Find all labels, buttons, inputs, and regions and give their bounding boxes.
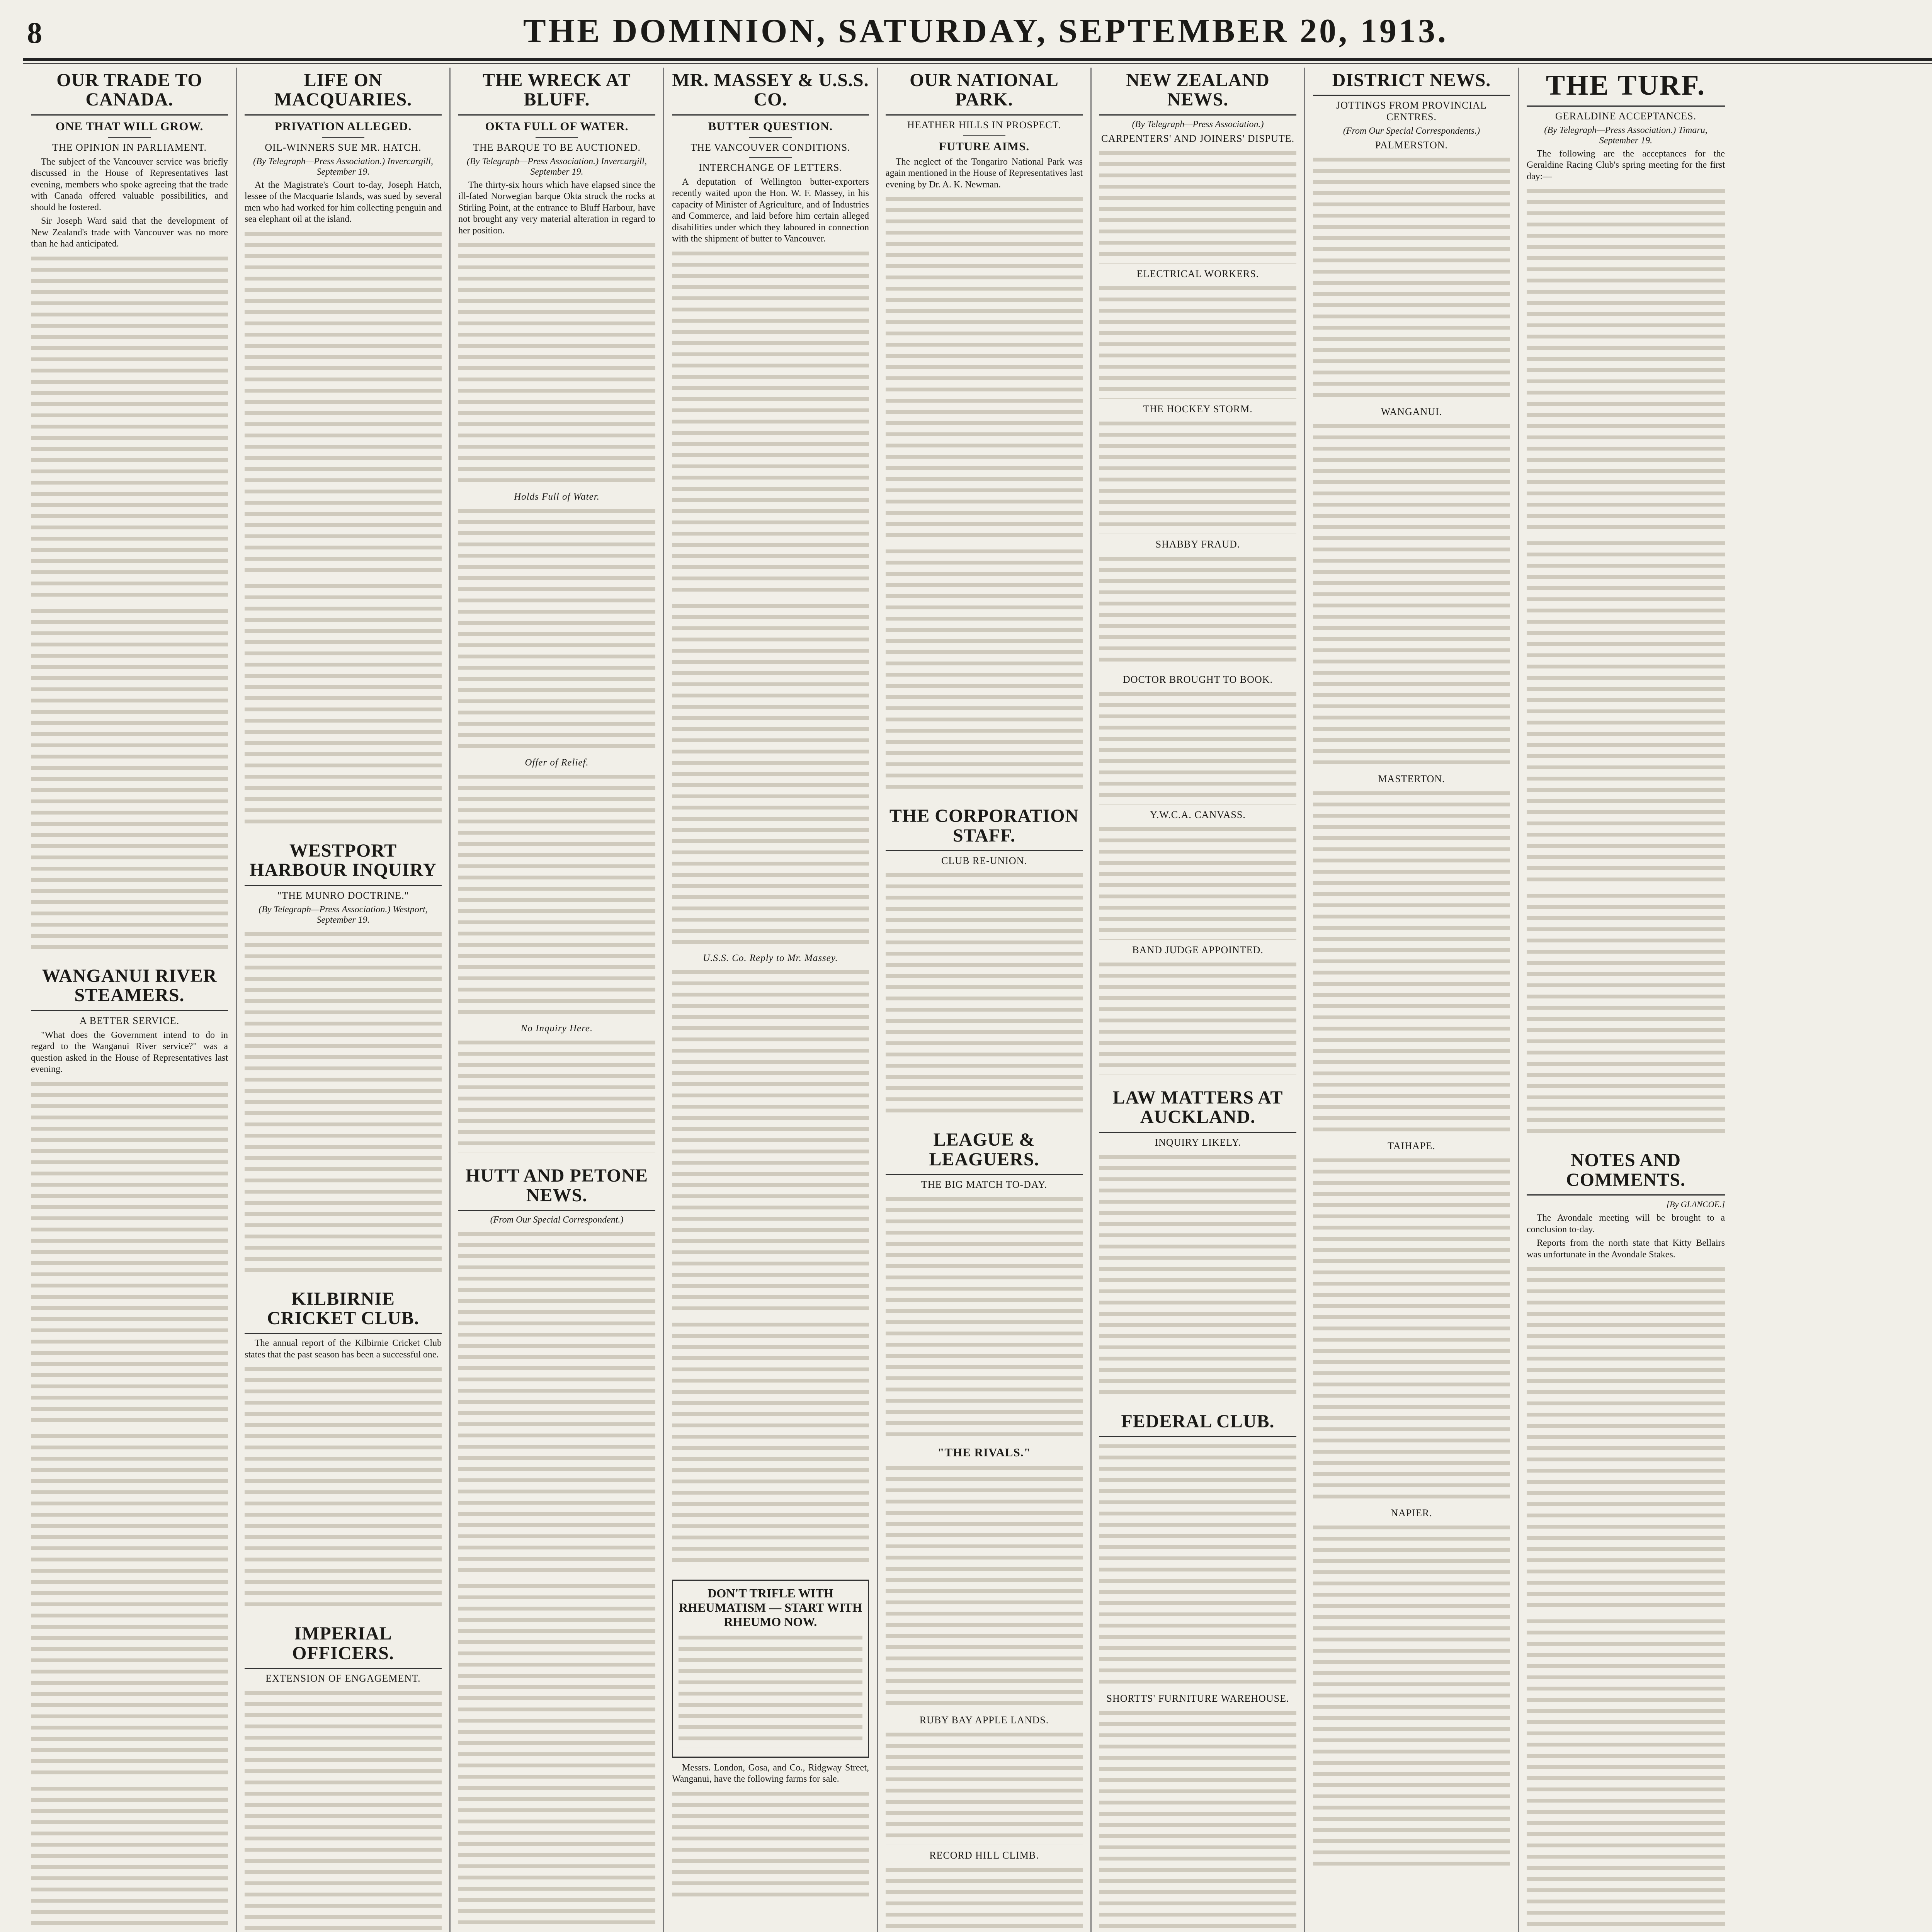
headline: DISTRICT NEWS. <box>1313 71 1510 96</box>
article-text-block <box>1099 1441 1296 1688</box>
subheadline: GERALDINE ACCEPTANCES. <box>1555 110 1697 122</box>
article-paragraph: Reports from the north state that Kitty Bellairs was unfortunate in the Avondale Stakes. <box>1527 1238 1725 1260</box>
article-text-block <box>886 546 1083 793</box>
article-massey-uss <box>672 71 869 1566</box>
subheadline: EXTENSION OF ENGAGEMENT. <box>265 1673 421 1684</box>
subheadline: INTERCHANGE OF LETTERS. <box>699 162 842 173</box>
article-westport-inquiry <box>245 841 442 1276</box>
article-text-block <box>886 1194 1083 1441</box>
column-4 <box>664 68 878 1932</box>
article-paragraph: A deputation of Wellington butter-exporters recently waited upon the Hon. W. F. Massey, in his capacity of Minister of Agriculture, and of Industries and Commerce, and laid before him certain alleged disabilities under which they laboured in connection with the shipment of butter to Vancouver. <box>672 177 869 244</box>
article-text-block <box>886 1729 1083 1845</box>
article-text-block <box>458 1228 655 1576</box>
subheadline: FUTURE AIMS. <box>939 139 1030 153</box>
subheadline: OIL-WINNERS SUE MR. HATCH. <box>265 141 422 153</box>
subheadline: U.S.S. Co. Reply to Mr. Massey. <box>703 952 838 963</box>
article-text-block <box>1313 1155 1510 1503</box>
headline: NOTES AND COMMENTS. <box>1527 1151 1725 1196</box>
subheadline: ELECTRICAL WORKERS. <box>1136 268 1259 279</box>
masthead: THE DOMINION, SATURDAY, SEPTEMBER 20, 1913. <box>523 12 1448 50</box>
article-turf <box>1527 71 1725 1138</box>
article-notes-comments <box>1527 1151 1725 1932</box>
dateline: (By Telegraph—Press Association.) Invercargill, September 19. <box>467 156 647 177</box>
article-text-block <box>1527 890 1725 1138</box>
headline: LEAGUE & LEAGUERS. <box>886 1130 1083 1175</box>
column-1 <box>23 68 237 1932</box>
advertisement-text-block <box>672 1788 869 1904</box>
subheadline: THE HOCKEY STORM. <box>1143 403 1253 415</box>
article-text-block <box>886 194 1083 541</box>
article-imperial-officers <box>245 1624 442 1932</box>
subheadline: CARPENTERS' AND JOINERS' DISPUTE. <box>1101 133 1295 144</box>
subheadline: INQUIRY LIKELY. <box>1155 1136 1241 1148</box>
headline: KILBIRNIE CRICKET CLUB. <box>245 1289 442 1334</box>
column-6 <box>1092 68 1305 1932</box>
advertisement-text-block <box>679 1632 862 1748</box>
article-kilbirnie-cricket <box>245 1289 442 1611</box>
article-wreck-bluff <box>458 71 655 1153</box>
subheadline: RECORD HILL CLIMB. <box>929 1849 1039 1861</box>
headline: LAW MATTERS AT AUCKLAND. <box>1099 1088 1296 1133</box>
article-text-block <box>31 1783 228 1932</box>
article-national-park <box>886 71 1083 793</box>
article-paragraph: The thirty-six hours which have elapsed since the ill-fated Norwegian barque Okta struck the rocks at Stirling Point, at the entrance to Bluff Harbour, have not brought any very material alteration in regard to her position. <box>458 180 655 236</box>
divider <box>749 137 792 138</box>
article-text-block <box>886 870 1083 1117</box>
headline: WESTPORT HARBOUR INQUIRY <box>245 841 442 886</box>
article-text-block <box>245 929 442 1276</box>
article-text-block <box>1099 148 1296 264</box>
article-text-block <box>31 253 228 601</box>
advertisement-title: DON'T TRIFLE WITH RHEUMATISM — START WITH RHEUMO NOW. <box>679 1586 862 1629</box>
subheadline: NAPIER. <box>1391 1507 1432 1519</box>
article-corporation-staff <box>886 806 1083 1117</box>
article-paragraph: The annual report of the Kilbirnie Cricket Club states that the past season has been a successful one. <box>245 1338 442 1360</box>
article-text-block <box>672 1319 869 1566</box>
headline: MR. MASSEY & U.S.S. CO. <box>672 71 869 116</box>
article-text-block <box>1099 553 1296 669</box>
advertisement-rheumo <box>672 1580 869 1758</box>
article-text-block <box>1527 185 1725 533</box>
article-text-block <box>31 1431 228 1779</box>
article-text-block <box>886 1864 1083 1932</box>
article-text-block <box>1099 283 1296 399</box>
divider <box>963 135 1005 136</box>
subheadline: MASTERTON. <box>1378 773 1445 785</box>
advertisement-text: Messrs. London, Gosa, and Co., Ridgway Street, Wanganui, have the following farms for sale. <box>672 1762 869 1784</box>
subheadline: "THE MUNRO DOCTRINE." <box>277 889 409 901</box>
newspaper-columns <box>23 68 1932 1932</box>
headline: OUR NATIONAL PARK. <box>886 71 1083 116</box>
column-5 <box>878 68 1092 1932</box>
column-7 <box>1305 68 1519 1932</box>
dateline: (From Our Special Correspondents.) <box>1343 126 1480 136</box>
headline: THE TURF. <box>1527 71 1725 107</box>
subheadline: PALMERSTON. <box>1375 139 1448 151</box>
divider <box>536 137 578 138</box>
headline: NEW ZEALAND NEWS. <box>1099 71 1296 116</box>
article-text-block <box>1313 154 1510 401</box>
subheadline: THE BARQUE TO BE AUCTIONED. <box>473 141 641 153</box>
article-text-block <box>1099 1708 1296 1932</box>
dateline: (From Our Special Correspondent.) <box>490 1215 624 1225</box>
article-text-block <box>1313 1522 1510 1870</box>
subheadline: THE OPINION IN PARLIAMENT. <box>52 141 207 153</box>
headline: THE CORPORATION STAFF. <box>886 806 1083 851</box>
article-text-block <box>1313 788 1510 1136</box>
subheadline: SHORTTS' FURNITURE WAREHOUSE. <box>1106 1692 1289 1704</box>
column-2 <box>237 68 451 1932</box>
article-text-block <box>886 1463 1083 1710</box>
article-nz-news <box>1099 71 1296 1075</box>
headline: OUR TRADE TO CANADA. <box>31 71 228 116</box>
column-8 <box>1519 68 1733 1932</box>
article-district-news <box>1313 71 1510 1870</box>
article-wanganui-steamers <box>31 966 228 1932</box>
article-text-block <box>245 1687 442 1932</box>
article-text-block <box>458 505 655 753</box>
article-text-block <box>458 1037 655 1153</box>
article-paragraph: At the Magistrate's Court to-day, Joseph Hatch, lessee of the Macquarie Islands, was sued by several men who had worked for him collecting penguin and sea elephant oil at the island. <box>245 180 442 224</box>
article-league <box>886 1130 1083 1932</box>
advertisement-farms <box>672 1762 869 1904</box>
article-text-block <box>1099 1151 1296 1399</box>
headline: WANGANUI RIVER STEAMERS. <box>31 966 228 1011</box>
article-text-block <box>458 1581 655 1929</box>
article-macquaries <box>245 71 442 828</box>
dateline: (By Telegraph—Press Association.) Timaru, September 19. <box>1544 125 1708 146</box>
subheadline: THE BIG MATCH TO-DAY. <box>921 1179 1048 1190</box>
article-text-block <box>1099 689 1296 804</box>
article-text-block <box>672 248 869 596</box>
article-paragraph: The Avondale meeting will be brought to a conclusion to-day. <box>1527 1213 1725 1235</box>
article-hutt-petone <box>458 1166 655 1929</box>
subheadline: JOTTINGS FROM PROVINCIAL CENTRES. <box>1336 100 1487 123</box>
subheadline: BUTTER QUESTION. <box>708 119 833 133</box>
article-text-block <box>31 1078 228 1426</box>
page-number: 8 <box>27 16 42 49</box>
article-text-block <box>1527 1616 1725 1932</box>
subheadline: DOCTOR BROUGHT TO BOOK. <box>1122 673 1273 685</box>
dateline: (By Telegraph—Press Association.) Invercargill, September 19. <box>253 156 433 177</box>
subheadline: "THE RIVALS." <box>937 1445 1031 1459</box>
article-text-block <box>1313 421 1510 769</box>
article-text-block <box>1527 538 1725 886</box>
article-paragraph: "What does the Government intend to do in regard to the Wanganui River service?" was a question asked in the House of Representatives last evening. <box>31 1030 228 1075</box>
headline: LIFE ON MACQUARIES. <box>245 71 442 116</box>
byline: [By GLANCOE.] <box>1666 1199 1725 1209</box>
subheadline: THE VANCOUVER CONDITIONS. <box>690 141 850 153</box>
divider <box>322 137 364 138</box>
column-3 <box>451 68 664 1932</box>
subheadline: BAND JUDGE APPOINTED. <box>1132 944 1264 956</box>
divider <box>108 137 151 138</box>
article-text-block <box>1099 959 1296 1075</box>
dateline: (By Telegraph—Press Association.) Westport, September 19. <box>259 904 428 925</box>
subheadline: TAIHAPE. <box>1388 1140 1435 1152</box>
article-paragraph: Sir Joseph Ward said that the development of New Zealand's trade with Vancouver was no more than he had anticipated. <box>31 216 228 249</box>
subheadline: WANGANUI. <box>1381 406 1442 418</box>
article-law-auckland <box>1099 1088 1296 1399</box>
article-text-block <box>1527 1264 1725 1611</box>
article-text-block <box>1099 418 1296 534</box>
article-paragraph: The subject of the Vancouver service was briefly discussed in the House of Representatives last evening, members who spoke agreeing that the trade with Canada offered valuable possibilities, and should be fostered. <box>31 156 228 213</box>
article-paragraph: The following are the acceptances for the Geraldine Racing Club's spring meeting for the first day:— <box>1527 148 1725 182</box>
subheadline: RUBY BAY APPLE LANDS. <box>919 1714 1049 1726</box>
article-text-block <box>458 771 655 1019</box>
subheadline: Holds Full of Water. <box>514 492 600 502</box>
divider <box>749 157 792 158</box>
subheadline: No Inquiry Here. <box>520 1023 593 1034</box>
dateline: (By Telegraph—Press Association.) <box>1132 119 1264 129</box>
headline: FEDERAL CLUB. <box>1099 1412 1296 1437</box>
masthead-rule <box>23 58 1932 64</box>
headline: HUTT AND PETONE NEWS. <box>458 1166 655 1211</box>
headline: THE WRECK AT BLUFF. <box>458 71 655 116</box>
subheadline: Y.W.C.A. CANVASS. <box>1150 809 1246 820</box>
article-text-block <box>245 228 442 576</box>
article-text-block <box>672 600 869 948</box>
article-text-block <box>1099 824 1296 940</box>
subheadline: HEATHER HILLS IN PROSPECT. <box>907 119 1061 131</box>
article-text-block <box>245 1364 442 1611</box>
headline: IMPERIAL OFFICERS. <box>245 1624 442 1669</box>
article-text-block <box>245 581 442 828</box>
subheadline: CLUB RE-UNION. <box>941 855 1027 867</box>
subheadline: A BETTER SERVICE. <box>79 1015 180 1026</box>
subheadline: PRIVATION ALLEGED. <box>274 119 412 133</box>
article-trade-canada <box>31 71 228 953</box>
subheadline: Offer of Relief. <box>525 757 589 768</box>
article-text-block <box>458 240 655 487</box>
article-text-block <box>672 967 869 1315</box>
subheadline: SHABBY FRAUD. <box>1155 538 1240 550</box>
article-paragraph: The neglect of the Tongariro National Park was again mentioned in the House of Representatives last evening by Dr. A. K. Newman. <box>886 156 1083 190</box>
article-federal-club <box>1099 1412 1296 1932</box>
subheadline: ONE THAT WILL GROW. <box>55 119 204 133</box>
subheadline: OKTA FULL OF WATER. <box>485 119 629 133</box>
article-text-block <box>31 605 228 953</box>
